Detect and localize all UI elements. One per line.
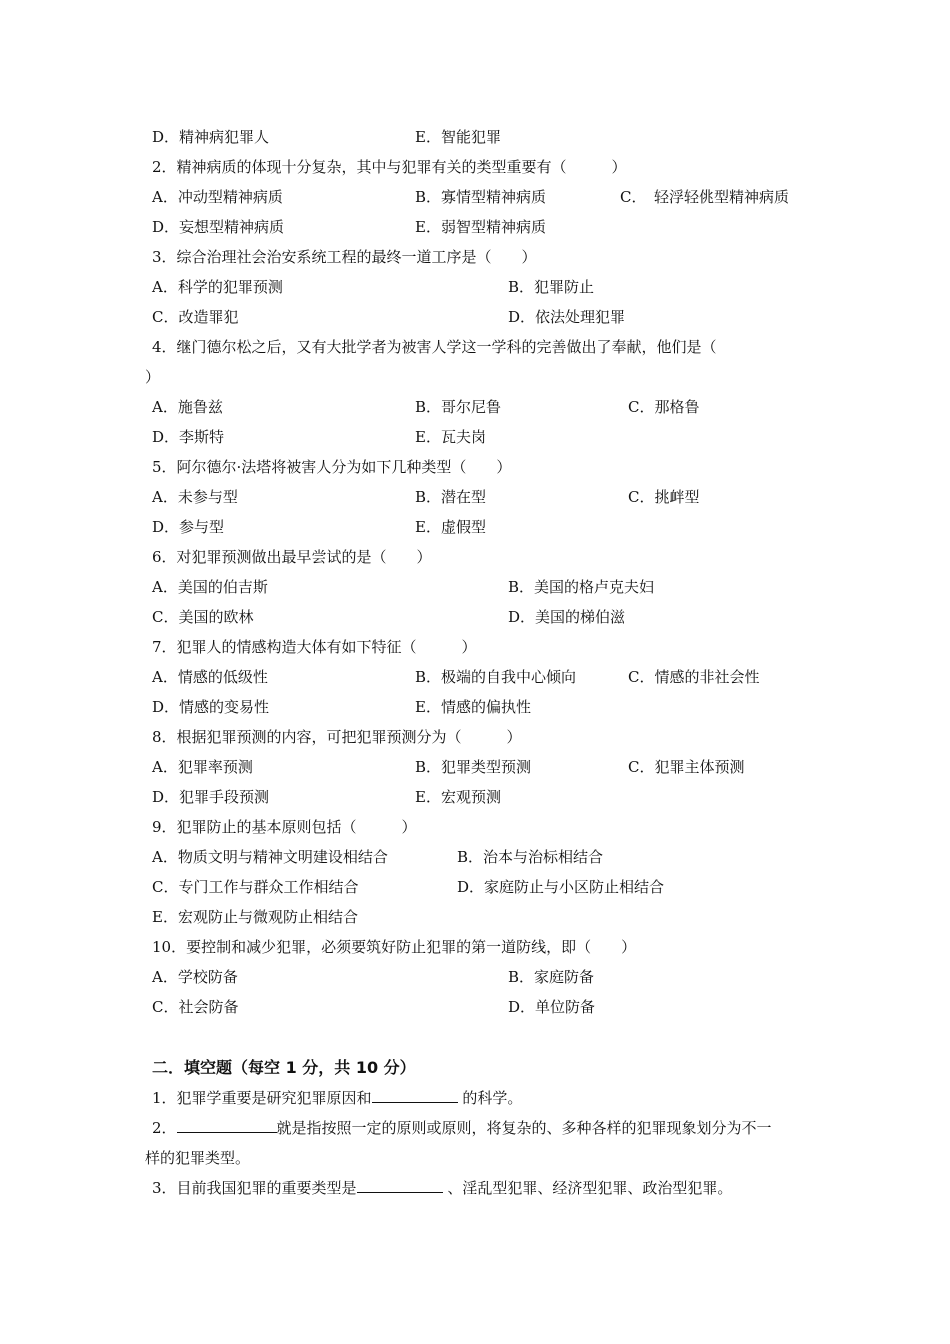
q9-option-c: C．专门工作与群众工作相结合 [152, 878, 359, 896]
fill-q3 [152, 1178, 732, 1198]
q6-option-a: A．美国的伯吉斯 [152, 578, 268, 596]
fill-q2-blank [177, 1118, 277, 1133]
q5-option-b: B．潜在型 [415, 488, 487, 506]
q4-stem-cont: ） [145, 368, 161, 386]
q8-option-b: B．犯罪类型预测 [415, 758, 532, 776]
q5-option-c: C．挑衅型 [628, 488, 700, 506]
q2-option-d: D．妄想型精神病质 [152, 218, 285, 236]
q2-stem: 2．精神病质的体现十分复杂，其中与犯罪有关的类型重要有（ ） [152, 158, 627, 176]
fill-section-heading: 二．填空题（每空 1 分，共 10 分） [152, 1058, 416, 1077]
q9-option-b: B．治本与治标相结合 [457, 848, 604, 866]
q7-option-c: C．情感的非社会性 [628, 668, 760, 686]
q2-option-b: B．寡情型精神病质 [415, 188, 547, 206]
q1-option-e: E．智能犯罪 [415, 128, 501, 146]
q6-option-d: D．美国的梯伯滋 [508, 608, 626, 626]
q6-option-c: C．美国的欧林 [152, 608, 254, 626]
q7-option-e: E．情感的偏执性 [415, 698, 531, 716]
q3-option-c: C．改造罪犯 [152, 308, 239, 326]
q8-option-e: E．宏观预测 [415, 788, 501, 806]
q4-option-e: E．瓦夫岗 [415, 428, 486, 446]
q4-option-a: A．施鲁兹 [152, 398, 223, 416]
q9-stem: 9．犯罪防止的基本原则包括（ ） [152, 818, 417, 836]
q4-option-c: C．那格鲁 [628, 398, 700, 416]
fill-q3-text-post: 、淫乱型犯罪、经济型犯罪、政治型犯罪。 [442, 1179, 733, 1197]
q9-option-d: D．家庭防止与小区防止相结合 [457, 878, 665, 896]
fill-q1-blank [372, 1088, 458, 1103]
q3-option-d: D．依法处理犯罪 [508, 308, 626, 326]
fill-q2-text-pre: 2． [152, 1119, 177, 1137]
q9-option-e: E．宏观防止与微观防止相结合 [152, 908, 358, 926]
q2-option-e: E．弱智型精神病质 [415, 218, 546, 236]
q5-option-d: D．参与型 [152, 518, 225, 536]
q5-option-a: A．未参与型 [152, 488, 238, 506]
q4-option-b: B．哥尔尼鲁 [415, 398, 502, 416]
q6-stem: 6．对犯罪预测做出最早尝试的是（ ） [152, 548, 432, 566]
q8-stem: 8．根据犯罪预测的内容，可把犯罪预测分为（ ） [152, 728, 522, 746]
q5-stem: 5．阿尔德尔·法塔将被害人分为如下几种类型（ ） [152, 458, 512, 476]
q10-stem: 10．要控制和减少犯罪，必须要筑好防止犯罪的第一道防线，即（ ） [152, 938, 637, 956]
fill-q2-text-post: 就是指按照一定的原则或原则，将复杂的、多种各样的犯罪现象划分为不一 [276, 1119, 772, 1137]
q1-option-d: D．精神病犯罪人 [152, 128, 270, 146]
q8-option-d: D．犯罪手段预测 [152, 788, 270, 806]
q7-option-d: D．情感的变易性 [152, 698, 270, 716]
q6-option-b: B．美国的格卢克夫妇 [508, 578, 655, 596]
fill-q2 [152, 1118, 772, 1138]
fill-q3-text-pre: 3．目前我国犯罪的重要类型是 [152, 1179, 357, 1197]
fill-q3-blank [357, 1178, 443, 1193]
q7-option-b: B．极端的自我中心倾向 [415, 668, 577, 686]
q8-option-c: C．犯罪主体预测 [628, 758, 745, 776]
fill-q1 [152, 1088, 522, 1108]
q2-option-a: A．冲动型精神病质 [152, 188, 283, 206]
q4-option-d: D．李斯特 [152, 428, 225, 446]
fill-q1-text-pre: 1．犯罪学重要是研究犯罪原因和 [152, 1089, 372, 1107]
fill-q1-text-post: 的科学。 [457, 1089, 523, 1107]
q10-option-b: B．家庭防备 [508, 968, 595, 986]
q10-option-a: A．学校防备 [152, 968, 238, 986]
q7-option-a: A．情感的低级性 [152, 668, 268, 686]
q5-option-e: E．虚假型 [415, 518, 486, 536]
q8-option-a: A．犯罪率预测 [152, 758, 253, 776]
q9-option-a: A．物质文明与精神文明建设相结合 [152, 848, 388, 866]
q10-option-d: D．单位防备 [508, 998, 596, 1016]
fill-q2-cont: 样的犯罪类型。 [145, 1149, 251, 1167]
q3-option-a: A．科学的犯罪预测 [152, 278, 283, 296]
q7-stem: 7．犯罪人的情感构造大体有如下特征（ ） [152, 638, 477, 656]
q10-option-c: C．社会防备 [152, 998, 239, 1016]
q2-option-c: C． 轻浮轻佻型精神病质 [620, 188, 789, 206]
q3-stem: 3．综合治理社会治安系统工程的最终一道工序是（ ） [152, 248, 537, 266]
q3-option-b: B．犯罪防止 [508, 278, 595, 296]
q4-stem: 4．继门德尔松之后，又有大批学者为被害人学这一学科的完善做出了奉献，他们是（ [152, 338, 717, 356]
